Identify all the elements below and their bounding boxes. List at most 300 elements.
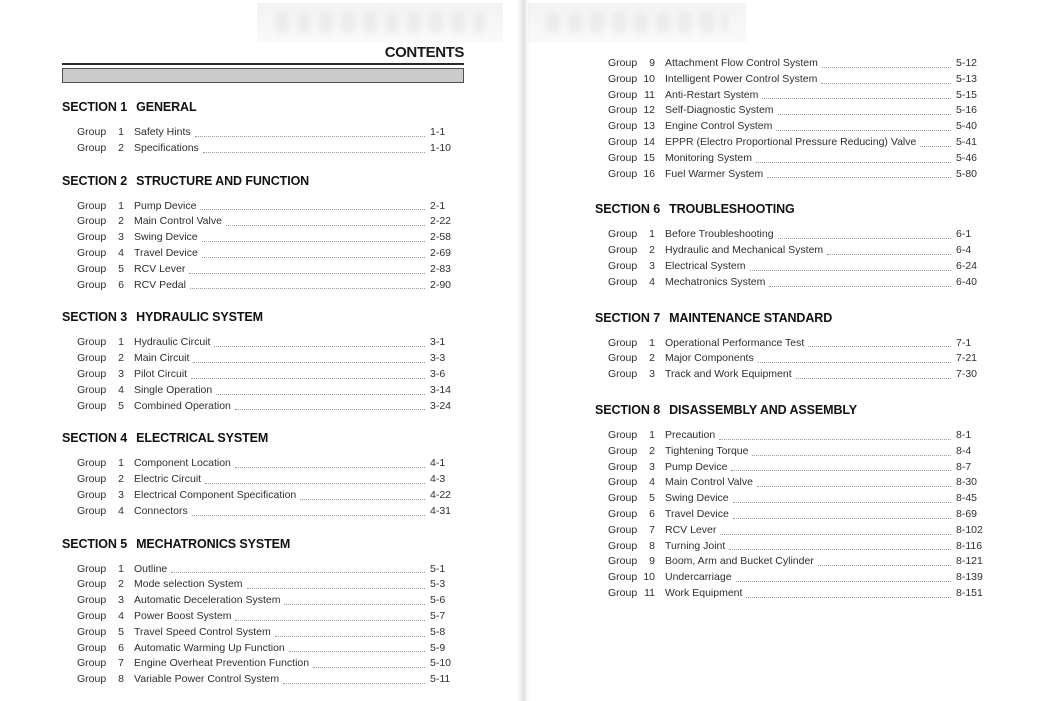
group-title: Swing Device bbox=[665, 492, 729, 505]
page-number: 8-116 bbox=[956, 539, 983, 552]
group-title: Work Equipment bbox=[665, 586, 743, 599]
group-title: RCV Lever bbox=[665, 523, 717, 536]
dot-leader bbox=[808, 346, 951, 347]
toc-row bbox=[62, 472, 464, 488]
toc-section-block bbox=[595, 311, 990, 383]
group-title: Mechatronics System bbox=[665, 275, 766, 288]
group-title: Electrical System bbox=[665, 259, 746, 272]
contents-header bbox=[62, 44, 464, 83]
group-number: 5 bbox=[118, 625, 124, 638]
group-number: 1 bbox=[649, 428, 655, 441]
section-label: SECTION 1 bbox=[62, 100, 128, 114]
page-number: 3-3 bbox=[430, 352, 446, 365]
section-heading bbox=[595, 311, 990, 326]
group-number: 2 bbox=[118, 215, 124, 228]
group-title: Main Control Valve bbox=[134, 215, 222, 228]
group-label: Group bbox=[77, 278, 107, 291]
dot-leader bbox=[203, 152, 425, 153]
group-title: Intelligent Power Control System bbox=[665, 72, 818, 85]
dot-leader bbox=[821, 83, 951, 84]
group-title: Undercarriage bbox=[665, 571, 732, 584]
dot-leader bbox=[283, 683, 425, 684]
group-title: Swing Device bbox=[134, 231, 198, 244]
toc-row bbox=[62, 562, 464, 578]
toc-row bbox=[62, 367, 464, 383]
page-title: CONTENTS bbox=[62, 44, 464, 65]
toc-row bbox=[62, 641, 464, 657]
group-label: Group bbox=[608, 57, 638, 69]
toc-row bbox=[595, 336, 990, 352]
group-title: Variable Power Control System bbox=[134, 673, 280, 686]
group-number: 3 bbox=[649, 368, 655, 381]
section-label: SECTION 7 bbox=[595, 310, 661, 325]
section-name: DISASSEMBLY AND ASSEMBLY bbox=[669, 402, 858, 417]
group-title: Specifications bbox=[134, 141, 199, 154]
page-number: 8-4 bbox=[956, 444, 972, 457]
group-label: Group bbox=[77, 215, 107, 228]
dot-leader bbox=[818, 565, 951, 566]
group-title: Fuel Warmer System bbox=[665, 167, 764, 180]
group-number: 4 bbox=[649, 476, 655, 489]
toc-section-block bbox=[62, 310, 464, 414]
group-title: Electric Circuit bbox=[134, 473, 202, 486]
group-number: 15 bbox=[643, 151, 655, 164]
dot-leader bbox=[195, 136, 425, 137]
group-label: Group bbox=[77, 383, 107, 396]
group-title: Self-Diagnostic System bbox=[665, 104, 774, 117]
toc-row bbox=[62, 214, 464, 230]
group-title: Engine Control System bbox=[665, 120, 773, 133]
dot-leader bbox=[729, 549, 951, 550]
page-number: 6-40 bbox=[956, 275, 978, 288]
page-number: 2-69 bbox=[430, 246, 452, 259]
page-number: 8-121 bbox=[956, 555, 983, 568]
toc-row bbox=[595, 119, 990, 135]
group-label: Group bbox=[77, 473, 107, 486]
toc-row bbox=[595, 570, 990, 586]
group-title: Before Troubleshooting bbox=[665, 228, 774, 241]
group-number: 11 bbox=[644, 88, 655, 101]
page-number: 5-15 bbox=[956, 88, 978, 101]
dot-leader bbox=[776, 130, 951, 131]
group-title: Track and Work Equipment bbox=[665, 368, 792, 381]
page-number: 1-1 bbox=[430, 126, 446, 138]
section-label: SECTION 6 bbox=[595, 202, 661, 217]
group-number: 3 bbox=[649, 460, 655, 473]
page-number: 2-1 bbox=[430, 199, 446, 212]
toc-row bbox=[62, 351, 464, 367]
page-number: 5-11 bbox=[430, 673, 451, 686]
group-title: Single Operation bbox=[134, 383, 213, 396]
group-label: Group bbox=[608, 428, 638, 441]
toc-row bbox=[62, 141, 464, 157]
toc-row bbox=[595, 367, 990, 383]
title-bar bbox=[62, 68, 464, 83]
group-title: Turning Joint bbox=[665, 539, 726, 552]
group-number: 4 bbox=[118, 246, 124, 259]
toc-row bbox=[62, 609, 464, 625]
dot-leader bbox=[822, 67, 951, 68]
group-label: Group bbox=[608, 167, 638, 180]
toc-row bbox=[62, 593, 464, 609]
toc-row bbox=[595, 475, 990, 491]
section-label: SECTION 2 bbox=[62, 173, 128, 188]
toc-row bbox=[595, 72, 990, 88]
toc-row bbox=[595, 491, 990, 507]
toc-row bbox=[62, 656, 464, 672]
group-number: 1 bbox=[118, 562, 124, 575]
group-number: 2 bbox=[118, 578, 124, 591]
toc-row bbox=[595, 523, 990, 539]
group-number: 3 bbox=[118, 594, 124, 607]
group-title: Boom, Arm and Bucket Cylinder bbox=[665, 555, 814, 568]
dot-leader bbox=[757, 486, 951, 487]
toc-row bbox=[62, 262, 464, 278]
page-number: 8-45 bbox=[956, 492, 978, 505]
group-title: Safety Hints bbox=[134, 126, 191, 138]
group-number: 2 bbox=[118, 352, 124, 365]
group-label: Group bbox=[608, 275, 638, 288]
section-name: MECHATRONICS SYSTEM bbox=[136, 536, 291, 551]
group-number: 5 bbox=[649, 492, 655, 505]
page-number: 2-58 bbox=[430, 231, 452, 244]
left-page bbox=[0, 0, 524, 701]
dot-leader bbox=[275, 636, 425, 637]
section-heading bbox=[62, 100, 464, 115]
group-label: Group bbox=[77, 399, 107, 412]
group-number: 7 bbox=[118, 657, 124, 670]
page-number: 8-151 bbox=[956, 586, 983, 599]
group-title: Anti-Restart System bbox=[665, 88, 759, 101]
group-label: Group bbox=[77, 141, 107, 154]
page-number: 8-139 bbox=[956, 571, 983, 584]
toc-row bbox=[595, 460, 990, 476]
page-number: 8-1 bbox=[956, 428, 972, 441]
toc-row bbox=[595, 227, 990, 243]
toc-row bbox=[62, 672, 464, 688]
group-number: 3 bbox=[118, 367, 124, 380]
dot-leader bbox=[796, 378, 951, 379]
group-number: 8 bbox=[118, 673, 124, 686]
dot-leader bbox=[171, 572, 425, 573]
section-name: ELECTRICAL SYSTEM bbox=[136, 431, 269, 446]
group-title: Operational Performance Test bbox=[665, 336, 805, 349]
dot-leader bbox=[733, 502, 951, 503]
group-number: 8 bbox=[649, 539, 655, 552]
group-title: Main Control Valve bbox=[665, 476, 753, 489]
page-number: 4-22 bbox=[430, 488, 452, 501]
group-title: Travel Device bbox=[134, 246, 198, 259]
section-heading bbox=[595, 403, 990, 418]
dot-leader bbox=[202, 257, 425, 258]
group-number: 2 bbox=[118, 473, 124, 486]
group-label: Group bbox=[608, 228, 638, 241]
group-number: 6 bbox=[118, 641, 124, 654]
page-number: 5-13 bbox=[956, 72, 978, 85]
dot-leader bbox=[247, 588, 425, 589]
dot-leader bbox=[205, 483, 425, 484]
dot-leader bbox=[235, 409, 425, 410]
page-number: 6-1 bbox=[956, 228, 972, 241]
group-title: Automatic Deceleration System bbox=[134, 594, 281, 607]
toc-row bbox=[595, 428, 990, 444]
toc-row bbox=[62, 230, 464, 246]
page-number: 6-4 bbox=[956, 244, 972, 257]
group-label: Group bbox=[608, 88, 638, 101]
page-number: 3-14 bbox=[430, 383, 452, 396]
page-number: 2-83 bbox=[430, 262, 452, 275]
page-number: 5-10 bbox=[430, 657, 452, 670]
dot-leader bbox=[758, 362, 951, 363]
page-number: 4-1 bbox=[430, 457, 446, 470]
toc-row bbox=[62, 199, 464, 215]
page-number: 5-40 bbox=[956, 120, 978, 133]
dot-leader bbox=[192, 515, 425, 516]
group-label: Group bbox=[77, 594, 107, 607]
group-number: 6 bbox=[649, 507, 655, 520]
group-title: RCV Lever bbox=[134, 262, 186, 275]
toc-row bbox=[595, 88, 990, 104]
right-page bbox=[524, 0, 1053, 701]
group-label: Group bbox=[608, 492, 638, 505]
dot-leader bbox=[756, 162, 951, 163]
dot-leader bbox=[719, 439, 951, 440]
group-number: 4 bbox=[118, 609, 124, 622]
dot-leader bbox=[752, 455, 951, 456]
group-label: Group bbox=[77, 352, 107, 365]
page-number: 8-7 bbox=[956, 460, 972, 473]
page-number: 6-24 bbox=[956, 259, 978, 272]
group-label: Group bbox=[77, 367, 107, 380]
group-title: Travel Device bbox=[665, 507, 729, 520]
page-number: 8-102 bbox=[956, 523, 983, 536]
group-label: Group bbox=[608, 352, 638, 365]
dot-leader bbox=[200, 209, 425, 210]
section-label: SECTION 4 bbox=[62, 431, 128, 446]
dot-leader bbox=[920, 146, 951, 147]
toc-row bbox=[62, 625, 464, 641]
group-number: 3 bbox=[118, 231, 124, 244]
dot-leader bbox=[235, 467, 425, 468]
dot-leader bbox=[191, 378, 425, 379]
group-label: Group bbox=[608, 368, 638, 381]
dot-leader bbox=[746, 597, 951, 598]
left-page-content bbox=[0, 0, 524, 688]
group-label: Group bbox=[77, 504, 107, 517]
group-title: Pump Device bbox=[134, 199, 197, 212]
toc-row bbox=[595, 444, 990, 460]
toc-section-block bbox=[62, 431, 464, 519]
group-number: 2 bbox=[649, 444, 655, 457]
dot-leader bbox=[300, 499, 425, 500]
dot-leader bbox=[214, 346, 425, 347]
group-number: 10 bbox=[643, 571, 655, 584]
group-title: Power Boost System bbox=[134, 609, 232, 622]
toc-row bbox=[595, 586, 990, 602]
group-title: EPPR (Electro Proportional Pressure Reducing) Valve bbox=[665, 135, 917, 148]
page-number: 4-3 bbox=[430, 473, 446, 486]
toc-row bbox=[62, 456, 464, 472]
group-number: 4 bbox=[118, 383, 124, 396]
toc-row bbox=[595, 554, 990, 570]
toc-row bbox=[62, 335, 464, 351]
section-name: STRUCTURE AND FUNCTION bbox=[136, 173, 310, 188]
group-label: Group bbox=[608, 444, 638, 457]
toc-row bbox=[595, 351, 990, 367]
group-title: Outline bbox=[134, 562, 168, 575]
group-number: 7 bbox=[649, 523, 655, 536]
group-title: RCV Pedal bbox=[134, 278, 186, 291]
dot-leader bbox=[827, 254, 951, 255]
toc-row bbox=[62, 278, 464, 294]
group-label: Group bbox=[608, 586, 638, 599]
section-name: GENERAL bbox=[136, 100, 197, 114]
dot-leader bbox=[289, 651, 425, 652]
toc-row bbox=[62, 488, 464, 504]
group-number: 13 bbox=[643, 120, 655, 133]
dot-leader bbox=[778, 114, 951, 115]
group-number: 3 bbox=[118, 488, 124, 501]
toc-section-block bbox=[595, 202, 990, 290]
toc-row bbox=[595, 151, 990, 167]
group-label: Group bbox=[608, 460, 638, 473]
dot-leader bbox=[190, 288, 425, 289]
page-number: 3-1 bbox=[430, 336, 446, 349]
group-number: 10 bbox=[643, 72, 655, 85]
section-heading bbox=[62, 174, 464, 189]
dot-leader bbox=[750, 270, 951, 271]
group-label: Group bbox=[77, 336, 107, 349]
toc-row bbox=[62, 399, 464, 415]
page-number: 8-69 bbox=[956, 507, 978, 520]
dot-leader bbox=[769, 286, 951, 287]
page-number: 4-31 bbox=[430, 504, 452, 517]
group-label: Group bbox=[77, 641, 107, 654]
toc-row bbox=[62, 125, 464, 141]
section-name: TROUBLESHOOTING bbox=[669, 202, 795, 217]
group-number: 1 bbox=[649, 336, 655, 349]
page-number: 7-21 bbox=[956, 352, 978, 365]
toc-row bbox=[595, 275, 990, 291]
toc-section-block bbox=[595, 403, 990, 602]
group-label: Group bbox=[608, 104, 638, 117]
page-number: 5-12 bbox=[956, 57, 978, 69]
dot-leader bbox=[731, 470, 951, 471]
toc-row bbox=[62, 504, 464, 520]
group-number: 2 bbox=[649, 352, 655, 365]
page-number: 8-30 bbox=[956, 476, 978, 489]
toc-row bbox=[595, 103, 990, 119]
page-number: 5-16 bbox=[956, 104, 978, 117]
group-title: Pilot Circuit bbox=[134, 367, 188, 380]
group-number: 1 bbox=[118, 126, 124, 138]
group-label: Group bbox=[608, 555, 638, 568]
toc-row bbox=[595, 507, 990, 523]
dot-leader bbox=[193, 362, 425, 363]
group-title: Component Location bbox=[134, 457, 231, 470]
group-title: Hydraulic and Mechanical System bbox=[665, 244, 824, 257]
toc-row bbox=[62, 383, 464, 399]
group-label: Group bbox=[608, 151, 638, 164]
group-title: Tightening Torque bbox=[665, 444, 749, 457]
group-number: 9 bbox=[649, 57, 655, 69]
group-label: Group bbox=[608, 120, 638, 133]
group-number: 1 bbox=[649, 228, 655, 241]
toc-row bbox=[595, 56, 990, 72]
dot-leader bbox=[767, 177, 951, 178]
page-number: 5-9 bbox=[430, 641, 446, 654]
page-number: 1-10 bbox=[430, 141, 452, 154]
group-title: Hydraulic Circuit bbox=[134, 336, 211, 349]
page-number: 2-22 bbox=[430, 215, 452, 228]
group-number: 2 bbox=[118, 141, 124, 154]
page-number: 3-6 bbox=[430, 367, 446, 380]
toc-row bbox=[595, 243, 990, 259]
dot-leader bbox=[216, 394, 425, 395]
toc-section-block bbox=[62, 537, 464, 688]
page-number: 5-80 bbox=[956, 167, 978, 180]
page-number: 2-90 bbox=[430, 278, 452, 291]
dot-leader bbox=[202, 241, 425, 242]
group-label: Group bbox=[77, 609, 107, 622]
dot-leader bbox=[736, 581, 951, 582]
right-toc-blocks bbox=[595, 56, 990, 602]
group-number: 16 bbox=[643, 167, 655, 180]
dot-leader bbox=[778, 238, 951, 239]
group-title: Automatic Warming Up Function bbox=[134, 641, 285, 654]
group-title: Electrical Component Specification bbox=[134, 488, 297, 501]
group-label: Group bbox=[608, 259, 638, 272]
group-label: Group bbox=[608, 571, 638, 584]
page-number: 5-1 bbox=[430, 562, 446, 575]
group-title: Pump Device bbox=[665, 460, 728, 473]
dot-leader bbox=[720, 534, 951, 535]
dot-leader bbox=[284, 604, 425, 605]
group-title: Connectors bbox=[134, 504, 188, 517]
group-label: Group bbox=[77, 231, 107, 244]
page-number: 5-6 bbox=[430, 594, 446, 607]
group-label: Group bbox=[608, 336, 638, 349]
group-number: 2 bbox=[649, 244, 655, 257]
right-page-content bbox=[524, 0, 1053, 602]
group-number: 3 bbox=[649, 259, 655, 272]
group-number: 11 bbox=[644, 586, 655, 599]
section-name: MAINTENANCE STANDARD bbox=[669, 310, 833, 325]
toc-row bbox=[62, 577, 464, 593]
group-number: 1 bbox=[118, 199, 124, 212]
group-title: Monitoring System bbox=[665, 151, 752, 164]
group-number: 1 bbox=[118, 457, 124, 470]
page-number: 5-41 bbox=[956, 135, 978, 148]
toc-row bbox=[595, 167, 990, 183]
section-heading bbox=[595, 202, 990, 217]
page-number: 5-3 bbox=[430, 578, 446, 591]
group-number: 1 bbox=[118, 336, 124, 349]
section-label: SECTION 3 bbox=[62, 310, 128, 325]
toc-row bbox=[62, 246, 464, 262]
group-title: Engine Overheat Prevention Function bbox=[134, 657, 310, 670]
group-label: Group bbox=[77, 625, 107, 638]
page-number: 5-8 bbox=[430, 625, 446, 638]
group-label: Group bbox=[608, 523, 638, 536]
toc-section-block bbox=[62, 100, 464, 157]
group-label: Group bbox=[77, 126, 107, 138]
group-label: Group bbox=[77, 578, 107, 591]
group-label: Group bbox=[77, 262, 107, 275]
group-label: Group bbox=[77, 562, 107, 575]
section-heading bbox=[62, 537, 464, 552]
group-label: Group bbox=[77, 457, 107, 470]
